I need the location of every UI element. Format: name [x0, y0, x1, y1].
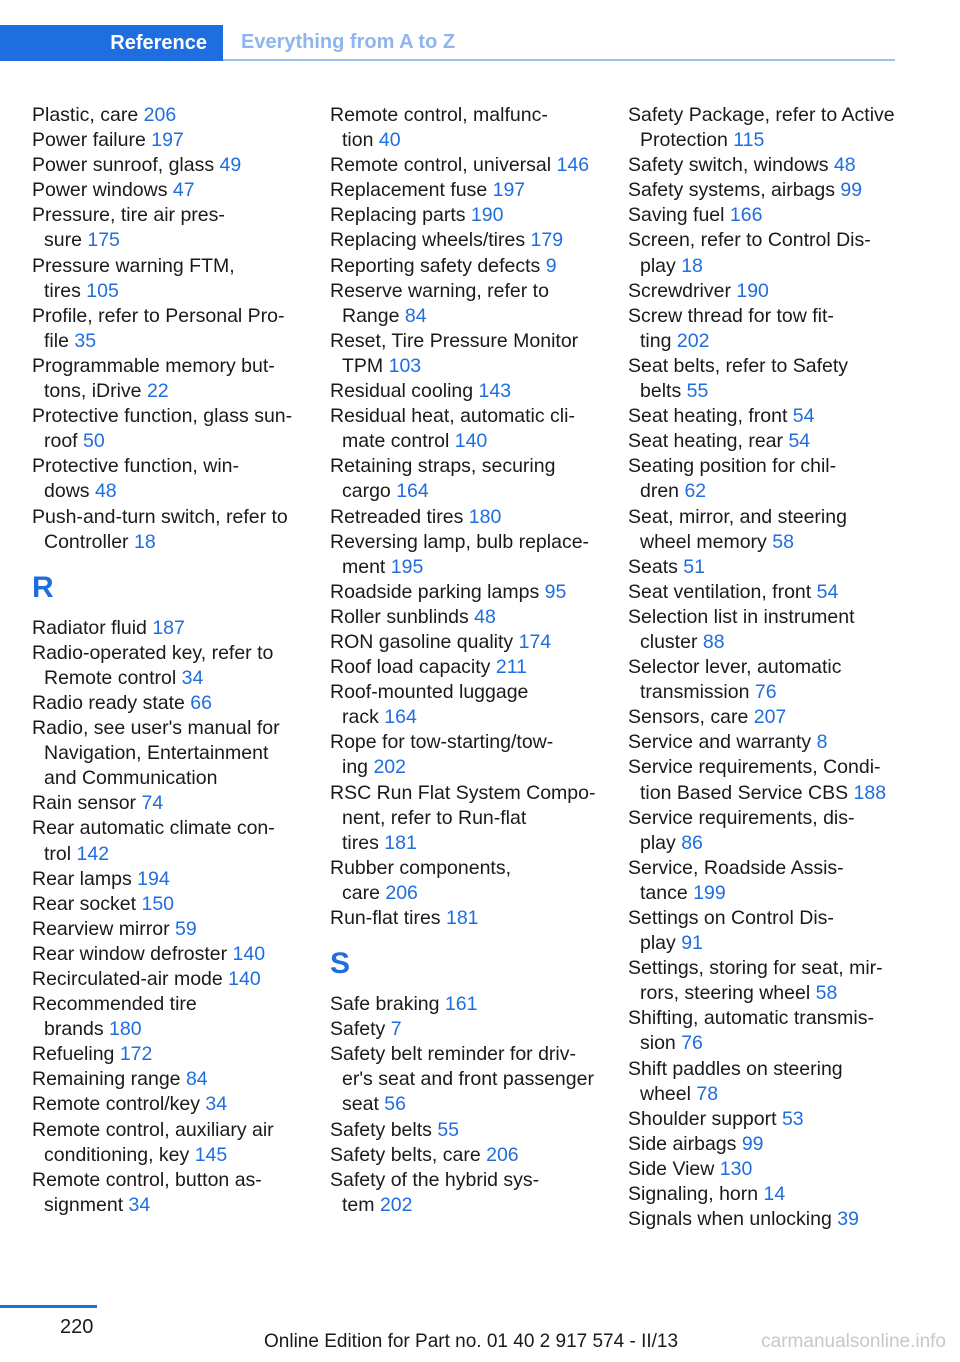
index-entry: [628, 806, 918, 856]
index-term: Safety systems, airbags: [628, 179, 835, 202]
index-term: Saving fuel: [628, 204, 725, 227]
index-column-2: [330, 103, 610, 1218]
index-entry: [32, 404, 312, 454]
index-term: Replacement fuse: [330, 179, 488, 202]
index-entry: [330, 1143, 610, 1168]
page-link[interactable]: 194: [137, 867, 170, 890]
index-entry: [32, 616, 312, 641]
index-term: Signaling, horn: [628, 1183, 759, 1206]
page-link[interactable]: 103: [388, 354, 422, 377]
index-entry: [32, 967, 312, 992]
index-entry: [330, 254, 610, 279]
index-entry: [32, 641, 312, 691]
index-entry: [32, 691, 312, 716]
index-term: Shifting, automatic transmis- sion: [628, 1007, 875, 1055]
index-term: Residual heat, automatic cli- mate control: [330, 405, 575, 453]
page-number: 220: [60, 1316, 94, 1338]
index-term: Screwdriver: [628, 279, 731, 302]
page-link[interactable]: 142: [76, 842, 110, 865]
index-letter-heading: S: [330, 947, 351, 981]
page-link[interactable]: 18: [133, 530, 156, 553]
page-link[interactable]: 99: [840, 179, 863, 202]
page-link[interactable]: 14: [763, 1183, 786, 1206]
index-entry: [330, 203, 610, 228]
page-link[interactable]: 206: [385, 881, 418, 904]
page-link[interactable]: 34: [205, 1093, 228, 1116]
index-term: Rear socket: [32, 892, 137, 915]
page-link[interactable]: 180: [468, 505, 502, 528]
index-term: Seating position for chil- dren: [628, 455, 837, 503]
page-link[interactable]: 66: [190, 691, 212, 714]
index-entry: [628, 228, 918, 278]
index-term: Side View: [628, 1157, 715, 1180]
page-link[interactable]: 88: [702, 630, 725, 653]
index-letter-heading: R: [32, 570, 54, 604]
index-term: Push-and-turn switch, refer to Controller: [32, 505, 288, 553]
chapter-title: Everything from A to Z: [223, 25, 895, 61]
index-entry: [628, 1107, 918, 1132]
index-entry: [32, 178, 312, 203]
page-link[interactable]: 95: [544, 580, 567, 603]
index-entry: [330, 1017, 610, 1042]
index-entry: [628, 304, 918, 354]
index-term: Refueling: [32, 1043, 115, 1066]
index-column-1: [32, 103, 312, 1218]
index-term: Seat belts, refer to Safety belts: [628, 354, 849, 403]
index-entry: [628, 354, 918, 404]
index-term: Selection list in instrument cluster: [628, 605, 855, 653]
page-link[interactable]: 84: [185, 1068, 208, 1091]
index-entry: [330, 178, 610, 203]
page-link[interactable]: 51: [683, 555, 705, 578]
page-link[interactable]: 202: [676, 329, 710, 352]
page-link[interactable]: 197: [492, 179, 526, 202]
page-link[interactable]: 164: [384, 706, 417, 729]
watermark: carmanualsonline.info: [761, 1331, 946, 1352]
page-link[interactable]: 187: [152, 616, 185, 639]
index-entry: [628, 605, 918, 655]
index-entry: [330, 153, 610, 178]
page-link[interactable]: 179: [530, 229, 564, 252]
page-link[interactable]: 40: [378, 129, 401, 152]
index-term: Sensors, care: [628, 706, 749, 729]
index-term: Seats: [628, 555, 678, 578]
index-entry: [330, 454, 610, 504]
index-entry: [628, 1057, 918, 1107]
index-term: Plastic, care: [32, 104, 139, 126]
index-entry: [330, 1042, 610, 1117]
index-term: Retaining straps, securing cargo: [330, 455, 556, 503]
index-entry: [330, 730, 610, 780]
page-link[interactable]: 174: [518, 630, 552, 653]
index-entry: [330, 103, 610, 153]
index-term: Roof-mounted luggage rack: [330, 681, 529, 729]
index-term: Power failure: [32, 129, 146, 152]
page-link[interactable]: 181: [384, 831, 417, 854]
index-entry: [330, 228, 610, 253]
index-entry: [32, 942, 312, 967]
index-entry: [32, 716, 312, 791]
index-term: RON gasoline quality: [330, 630, 514, 653]
page-link[interactable]: 74: [141, 792, 164, 815]
index-entry: [628, 755, 918, 805]
index-entry: [628, 203, 918, 228]
page-link[interactable]: 55: [686, 380, 709, 403]
index-term: Run-flat tires: [330, 907, 441, 929]
index-entry: [32, 1067, 312, 1092]
index-entry: [330, 781, 610, 856]
index-entry: [330, 404, 610, 454]
page-link[interactable]: 199: [693, 881, 726, 904]
index-entry: [628, 505, 918, 555]
index-term: Seat heating, front: [628, 405, 788, 428]
page-header: [0, 25, 895, 61]
index-entry: [330, 329, 610, 379]
index-term: Remote control, button as- signment: [32, 1168, 262, 1216]
index-entry: [628, 153, 918, 178]
index-term: Seat heating, rear: [628, 430, 784, 453]
index-entry: [32, 892, 312, 917]
index-term: Profile, refer to Personal Pro- file: [32, 304, 285, 352]
page-link[interactable]: 9: [545, 254, 557, 277]
index-entry: [32, 153, 312, 178]
index-entry: [32, 816, 312, 866]
index-term: Selector lever, automatic transmission: [628, 656, 842, 704]
index-entry: [330, 530, 610, 580]
page-link[interactable]: 34: [181, 666, 204, 689]
page-link[interactable]: 39: [837, 1208, 859, 1231]
page-link[interactable]: 35: [74, 329, 97, 352]
page-link[interactable]: 150: [141, 892, 175, 915]
page-link[interactable]: 146: [556, 154, 590, 177]
index-term: Seat, mirror, and steering wheel memory: [628, 505, 847, 553]
page-link[interactable]: 56: [384, 1093, 406, 1116]
index-entry: [628, 178, 918, 203]
page-link[interactable]: 140: [454, 430, 488, 453]
index-column-3: [628, 103, 918, 1232]
index-entry: [330, 605, 610, 630]
index-term: Safety belts: [330, 1118, 432, 1141]
index-term: Shift paddles on steering wheel: [628, 1057, 843, 1105]
page-link[interactable]: 195: [390, 555, 424, 578]
index-term: Reset, Tire Pressure Monitor TPM: [330, 329, 579, 377]
index-term: Reserve warning, refer to Range: [330, 279, 549, 327]
index-term: Remote control, auxiliary air conditioning, key: [32, 1118, 274, 1166]
index-term: Remote control, universal: [330, 154, 552, 177]
page-link[interactable]: 48: [94, 480, 117, 503]
page-link[interactable]: 143: [478, 380, 512, 403]
page-link[interactable]: 78: [696, 1082, 719, 1105]
page-link[interactable]: 55: [437, 1118, 460, 1141]
page-link[interactable]: 59: [175, 917, 197, 940]
page-link[interactable]: 76: [754, 681, 777, 704]
index-term: Recirculated-air mode: [32, 968, 223, 990]
index-term: Service, Roadside Assis- tance: [628, 856, 844, 904]
index-term: Pressure warning FTM, tires: [32, 254, 235, 302]
index-term: Signals when unlocking: [628, 1208, 832, 1231]
index-entry: [32, 505, 312, 555]
index-entry: [32, 1092, 312, 1117]
page-link[interactable]: 140: [232, 942, 266, 965]
index-entry: [628, 1006, 918, 1056]
page-link[interactable]: 161: [444, 993, 478, 1016]
page-link[interactable]: 140: [228, 968, 261, 990]
index-term: Retreaded tires: [330, 505, 464, 528]
index-entry: [330, 992, 610, 1017]
index-term: Roadside parking lamps: [330, 580, 540, 603]
index-term: Radio, see user's manual for Navigation, Entertainment and Communication: [32, 717, 280, 790]
index-term: Safety Package, refer to Active Protection: [628, 104, 895, 152]
index-entry: [330, 505, 610, 530]
page-link[interactable]: 22: [146, 380, 169, 403]
index-term: Screw thread for tow fit- ting: [628, 304, 834, 352]
page-link[interactable]: 58: [815, 982, 838, 1005]
index-entry: [32, 1168, 312, 1218]
index-entry: [330, 379, 610, 404]
index-term: Rearview mirror: [32, 917, 170, 940]
page-link[interactable]: 50: [83, 430, 105, 453]
index-entry: [32, 867, 312, 892]
index-term: Rear window defroster: [32, 942, 228, 965]
page-link[interactable]: 54: [792, 405, 815, 428]
page-link[interactable]: 202: [379, 1193, 413, 1216]
index-entry: [628, 1157, 918, 1182]
index-entry: [330, 655, 610, 680]
page-link[interactable]: 86: [681, 831, 703, 854]
index-entry: [32, 304, 312, 354]
page-link[interactable]: 202: [373, 756, 406, 779]
index-entry: [628, 580, 918, 605]
index-term: Replacing parts: [330, 204, 466, 227]
page-link[interactable]: 115: [733, 129, 765, 152]
index-term: Residual cooling: [330, 380, 474, 403]
page-link[interactable]: 54: [788, 430, 811, 453]
index-entry: [628, 1207, 918, 1232]
index-term: Reversing lamp, bulb replace- ment: [330, 530, 590, 578]
index-entry: [32, 103, 312, 128]
index-term: Pressure, tire air pres- sure: [32, 204, 225, 252]
index-entry: [628, 404, 918, 429]
index-entry: [628, 655, 918, 705]
index-entry: [32, 791, 312, 816]
section-tab: Reference: [0, 25, 223, 61]
page-link[interactable]: 18: [681, 254, 703, 277]
index-entry: [330, 906, 610, 931]
index-entry: [32, 917, 312, 942]
index-term: Shoulder support: [628, 1107, 777, 1130]
index-entry: [32, 128, 312, 153]
index-term: Rubber components, care: [330, 856, 512, 904]
index-entry: [32, 454, 312, 504]
page-link[interactable]: 206: [486, 1143, 519, 1166]
page-link[interactable]: 76: [681, 1032, 703, 1055]
index-term: RSC Run Flat System Compo- nent, refer to Run-flat tires: [330, 781, 596, 854]
index-term: Power windows: [32, 179, 168, 202]
footer-rule: [0, 1305, 97, 1308]
page-link[interactable]: 99: [741, 1132, 764, 1155]
index-entry: [628, 1132, 918, 1157]
index-entry: [628, 956, 918, 1006]
page-link[interactable]: 175: [87, 229, 120, 252]
index-term: Remote control, malfunc- tion: [330, 104, 548, 152]
page-link[interactable]: 8: [816, 731, 828, 754]
edition-note: Online Edition for Part no. 01 40 2 917 574 - II/13: [264, 1331, 679, 1352]
index-term: Reporting safety defects: [330, 254, 541, 277]
page-link[interactable]: 207: [753, 706, 787, 729]
page-link[interactable]: 47: [172, 179, 195, 202]
page-link[interactable]: 181: [445, 907, 479, 929]
index-term: Safety switch, windows: [628, 154, 829, 177]
index-term: Radio-operated key, refer to Remote control: [32, 641, 274, 689]
index-entry: [628, 429, 918, 454]
index-entry: [32, 1042, 312, 1067]
index-entry: [32, 354, 312, 404]
index-term: Service requirements, dis- play: [628, 806, 855, 854]
index-entry: [628, 856, 918, 906]
index-term: Replacing wheels/tires: [330, 229, 526, 252]
index-term: Service requirements, Condi- tion Based Service CBS: [628, 756, 881, 804]
index-entry: [628, 103, 918, 153]
page-link[interactable]: 34: [128, 1193, 151, 1216]
index-entry: [330, 856, 610, 906]
page-link[interactable]: 48: [474, 605, 496, 628]
index-entry: [330, 580, 610, 605]
page-link[interactable]: 105: [86, 279, 119, 302]
page-link[interactable]: 145: [194, 1143, 228, 1166]
page-link[interactable]: 84: [404, 304, 427, 327]
index-term: Roller sunblinds: [330, 605, 469, 628]
index-term: Rear automatic climate con- trol: [32, 817, 275, 865]
page-link[interactable]: 197: [151, 129, 184, 152]
page-link[interactable]: 166: [729, 204, 763, 227]
index-term: Safety belts, care: [330, 1143, 481, 1166]
page-link[interactable]: 53: [781, 1107, 804, 1130]
index-term: Remote control/key: [32, 1093, 200, 1116]
index-term: Safety: [330, 1018, 386, 1041]
index-entry: [628, 906, 918, 956]
page-link[interactable]: 91: [681, 932, 703, 955]
index-entry: [330, 1118, 610, 1143]
index-entry: [32, 992, 312, 1042]
index-entry: [32, 1118, 312, 1168]
index-term: Screen, refer to Control Dis- play: [628, 229, 871, 277]
index-term: Protective function, glass sun- roof: [32, 405, 293, 453]
index-entry: [628, 454, 918, 504]
index-term: Seat ventilation, front: [628, 580, 812, 603]
index-entry: [628, 705, 918, 730]
page-link[interactable]: 190: [736, 279, 769, 302]
index-term: Programmable memory but- tons, iDrive: [32, 354, 275, 403]
index-term: Rope for tow-starting/tow- ing: [330, 731, 554, 779]
index-entry: [628, 279, 918, 304]
page-link[interactable]: 62: [684, 480, 707, 503]
index-term: Roof load capacity: [330, 656, 491, 679]
page-link[interactable]: 180: [109, 1018, 142, 1041]
index-entry: [330, 1168, 610, 1218]
index-entry: [330, 279, 610, 329]
page-link[interactable]: 58: [772, 530, 794, 553]
index-term: Service and warranty: [628, 731, 812, 754]
page-link[interactable]: 164: [396, 480, 429, 503]
index-term: Radiator fluid: [32, 616, 147, 639]
index-term: Power sunroof, glass: [32, 154, 215, 177]
index-term: Safety of the hybrid sys- tem: [330, 1168, 540, 1216]
index-term: Settings on Control Dis- play: [628, 907, 834, 955]
index-entry: [628, 1182, 918, 1207]
page-link[interactable]: 49: [219, 154, 242, 177]
index-term: Recommended tire brands: [32, 993, 197, 1041]
page-link[interactable]: 172: [119, 1043, 153, 1066]
index-entry: [330, 630, 610, 655]
index-entry: [628, 730, 918, 755]
page-link[interactable]: 130: [719, 1157, 753, 1180]
index-term: Protective function, win- dows: [32, 455, 240, 503]
index-entry: [330, 680, 610, 730]
index-term: Rear lamps: [32, 867, 132, 890]
page-link[interactable]: 188: [853, 781, 887, 804]
page-link[interactable]: 54: [816, 580, 839, 603]
index-entry: [32, 254, 312, 304]
page-link[interactable]: 7: [390, 1018, 402, 1041]
index-term: Remaining range: [32, 1068, 181, 1091]
index-term: Radio ready state: [32, 691, 185, 714]
index-term: Safe braking: [330, 993, 440, 1016]
index-entry: [628, 555, 918, 580]
page-link[interactable]: 206: [143, 104, 177, 126]
page-link[interactable]: 190: [470, 204, 504, 227]
index-term: Side airbags: [628, 1132, 737, 1155]
index-term: Rain sensor: [32, 792, 137, 815]
index-term: Safety belt reminder for driv- er's seat and front passenger seat: [330, 1043, 594, 1116]
page-link[interactable]: 48: [833, 154, 856, 177]
index-term: Settings, storing for seat, mir- rors, steering wheel: [628, 957, 883, 1005]
index-entry: [32, 203, 312, 253]
page-link[interactable]: 211: [495, 656, 527, 679]
